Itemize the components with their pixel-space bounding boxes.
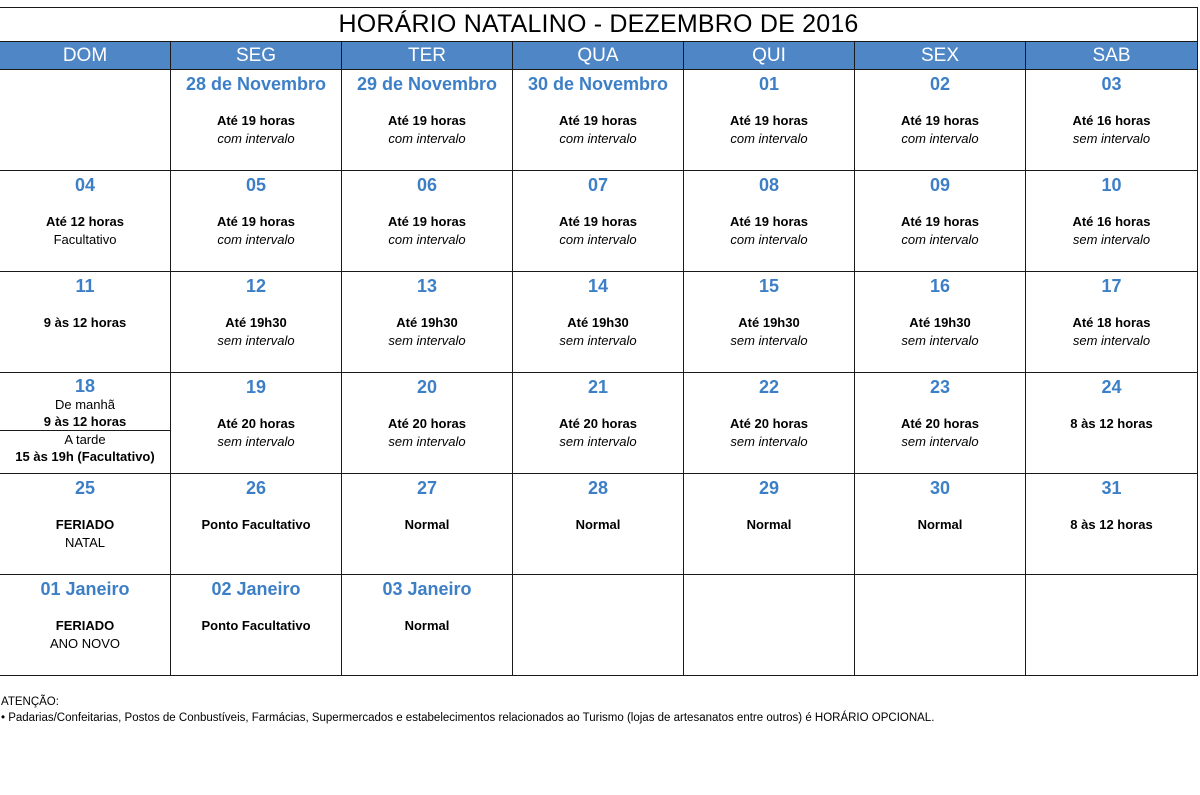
schedule-note: sem intervalo (901, 434, 979, 449)
day-number: 28 de Novembro (185, 74, 327, 94)
weekday-header-sab: SAB (1026, 42, 1198, 70)
weekday-header-row (0, 42, 1198, 70)
schedule-hours: Até 19 horas (216, 113, 296, 128)
day-cell (342, 70, 513, 171)
day-cell (342, 272, 513, 373)
schedule-note: com intervalo (559, 131, 637, 146)
day-cell (0, 272, 171, 373)
schedule-note: sem intervalo (1072, 232, 1151, 247)
weekday-header-sex: SEX (855, 42, 1026, 70)
day-cell (342, 171, 513, 272)
week-row (0, 171, 1198, 272)
schedule-note: com intervalo (901, 232, 979, 247)
day-cell (855, 272, 1026, 373)
day-number: 15 (758, 276, 780, 296)
day-number: 23 (929, 377, 951, 397)
day-cell (1026, 70, 1198, 171)
schedule-hours: Até 19 horas (387, 214, 467, 229)
schedule-hours: Até 20 horas (900, 416, 980, 431)
day-number: 30 (929, 478, 951, 498)
schedule-note: com intervalo (388, 131, 466, 146)
day-cell (513, 171, 684, 272)
day-cell (171, 272, 342, 373)
day-cell (342, 373, 513, 474)
notes-section (1, 694, 934, 726)
day-number: 11 (75, 276, 95, 296)
day-number: 01 (758, 74, 780, 94)
day-cell (1026, 575, 1198, 676)
schedule-hours: FERIADO (55, 517, 115, 532)
schedule-hours: Ponto Facultativo (201, 618, 311, 633)
schedule-note: com intervalo (730, 232, 808, 247)
schedule-note: sem intervalo (559, 434, 637, 449)
schedule-hours: Até 19h30 (909, 315, 971, 330)
day-cell (0, 373, 171, 474)
schedule-note: Facultativo (53, 232, 117, 247)
schedule-note: sem intervalo (1072, 131, 1151, 146)
schedule-hours: Até 20 horas (729, 416, 809, 431)
day-number: 04 (74, 175, 96, 195)
day-cell (684, 272, 855, 373)
schedule-hours: Até 19h30 (738, 315, 800, 330)
day-number: 26 (245, 478, 267, 498)
week-row (0, 575, 1198, 676)
day-cell (513, 70, 684, 171)
day-cell (1026, 474, 1198, 575)
day-cell (0, 474, 171, 575)
day-cell (684, 70, 855, 171)
schedule-hours: Ponto Facultativo (201, 517, 311, 532)
schedule-note: sem intervalo (388, 333, 466, 348)
schedule-hours: Normal (917, 517, 963, 532)
day-cell (171, 171, 342, 272)
schedule-note: com intervalo (730, 131, 808, 146)
day-number: 02 (929, 74, 951, 94)
day-number: 07 (587, 175, 609, 195)
day-cell (171, 70, 342, 171)
schedule-hours: Até 20 horas (558, 416, 638, 431)
schedule-hours: Até 19 horas (729, 113, 809, 128)
day-cell (1026, 373, 1198, 474)
notes-heading: ATENÇÃO: (1, 696, 59, 708)
schedule-hours: 9 às 12 horas (43, 315, 127, 330)
schedule-note: com intervalo (217, 131, 295, 146)
day-number: 14 (587, 276, 609, 296)
weekday-header-qua: QUA (513, 42, 684, 70)
page-title: HORÁRIO NATALINO - DEZEMBRO DE 2016 (0, 8, 1198, 42)
schedule-hours: Até 19 horas (729, 214, 809, 229)
day-cell (513, 373, 684, 474)
day-number: 29 de Novembro (356, 74, 498, 94)
schedule-note: sem intervalo (730, 434, 808, 449)
day-cell (855, 70, 1026, 171)
day-number: 01 Janeiro (40, 579, 130, 599)
day-cell (684, 373, 855, 474)
day-cell (855, 474, 1026, 575)
day-cell (513, 575, 684, 676)
week-row (0, 70, 1198, 171)
schedule-note: ANO NOVO (49, 636, 121, 651)
day-number: 06 (416, 175, 438, 195)
schedule-note: com intervalo (901, 131, 979, 146)
schedule-hours: Até 20 horas (387, 416, 467, 431)
day-number: 09 (929, 175, 951, 195)
schedule-hours: Até 16 horas (1072, 113, 1151, 128)
schedule-hours: 8 às 12 horas (1070, 517, 1153, 532)
afternoon-hours: 15 às 19h (Facultativo) (15, 449, 155, 464)
day-cell (342, 575, 513, 676)
calendar-table (0, 7, 1198, 676)
schedule-hours: Até 19h30 (225, 315, 287, 330)
schedule-hours: Até 19 horas (558, 214, 638, 229)
schedule-note: sem intervalo (730, 333, 808, 348)
schedule-note: sem intervalo (559, 333, 637, 348)
schedule-hours: Normal (575, 517, 621, 532)
day-cell (855, 171, 1026, 272)
day-cell (513, 272, 684, 373)
schedule-hours: Normal (746, 517, 792, 532)
schedule-hours: Até 18 horas (1072, 315, 1151, 330)
schedule-note: sem intervalo (217, 434, 295, 449)
schedule-note: NATAL (65, 535, 105, 550)
week-row (0, 373, 1198, 474)
schedule-hours: Normal (404, 618, 450, 633)
day-number: 21 (587, 377, 609, 397)
day-number: 22 (758, 377, 780, 397)
schedule-hours: FERIADO (55, 618, 115, 633)
schedule-hours: Até 19 horas (900, 113, 980, 128)
afternoon-label: A tarde (64, 432, 106, 447)
day-cell (684, 575, 855, 676)
day-number: 03 (1101, 74, 1122, 94)
day-number: 28 (587, 478, 609, 498)
day-number: 20 (416, 377, 438, 397)
schedule-hours: Até 12 horas (45, 214, 125, 229)
day-cell (1026, 272, 1198, 373)
day-cell (0, 70, 171, 171)
schedule-note: sem intervalo (388, 434, 466, 449)
schedule-note: com intervalo (388, 232, 466, 247)
schedule-hours: Até 19h30 (396, 315, 458, 330)
weekday-header-dom: DOM (0, 42, 171, 70)
notes-bullet: • Padarias/Confeitarias, Postos de Conbustíveis, Farmácias, Supermercados e estabelecimentos relacionados ao Turismo (lojas de artesanatos entre outros) é HORÁRIO OPCIONAL. (1, 712, 935, 724)
day-number: 05 (245, 175, 267, 195)
day-number: 24 (1101, 377, 1122, 397)
day-cell (171, 373, 342, 474)
day-cell (684, 171, 855, 272)
schedule-hours: Até 19 horas (387, 113, 467, 128)
day-number: 13 (416, 276, 438, 296)
day-number: 08 (758, 175, 780, 195)
schedule-hours: Normal (404, 517, 450, 532)
day-number: 02 Janeiro (211, 579, 301, 599)
day-cell (513, 474, 684, 575)
week-row (0, 474, 1198, 575)
schedule-note: sem intervalo (217, 333, 295, 348)
schedule-hours: Até 20 horas (216, 416, 296, 431)
weekday-header-ter: TER (342, 42, 513, 70)
day-cell (855, 373, 1026, 474)
day-number: 03 Janeiro (382, 579, 472, 599)
schedule-hours: Até 19 horas (900, 214, 980, 229)
schedule-note: sem intervalo (1072, 333, 1151, 348)
morning-hours: 9 às 12 horas (43, 414, 127, 429)
day-number: 12 (245, 276, 267, 296)
day-number: 27 (416, 478, 438, 498)
day-cell (0, 575, 171, 676)
day-number: 31 (1101, 478, 1122, 498)
day-number: 16 (929, 276, 951, 296)
weekday-header-seg: SEG (171, 42, 342, 70)
day-cell (342, 474, 513, 575)
day-cell (0, 171, 171, 272)
weekday-header-qui: QUI (684, 42, 855, 70)
morning-label: De manhã (55, 397, 115, 412)
day-number: 18 (74, 376, 96, 396)
day-number: 30 de Novembro (527, 74, 669, 94)
day-cell (171, 575, 342, 676)
schedule-note: com intervalo (559, 232, 637, 247)
day-cell (171, 474, 342, 575)
schedule-hours: Até 19 horas (216, 214, 296, 229)
day-number: 10 (1101, 175, 1122, 195)
schedule-hours: Até 19 horas (558, 113, 638, 128)
day-number: 25 (74, 478, 96, 498)
schedule-hours: Até 19h30 (567, 315, 629, 330)
schedule-hours: Até 16 horas (1072, 214, 1151, 229)
schedule-note: sem intervalo (901, 333, 979, 348)
day-cell (855, 575, 1026, 676)
week-row (0, 272, 1198, 373)
day-cell (684, 474, 855, 575)
day-number: 29 (758, 478, 780, 498)
day-number: 19 (245, 377, 267, 397)
day-number: 17 (1101, 276, 1122, 296)
schedule-hours: 8 às 12 horas (1070, 416, 1153, 431)
calendar-body (0, 70, 1198, 676)
schedule-note: com intervalo (217, 232, 295, 247)
day-cell (1026, 171, 1198, 272)
